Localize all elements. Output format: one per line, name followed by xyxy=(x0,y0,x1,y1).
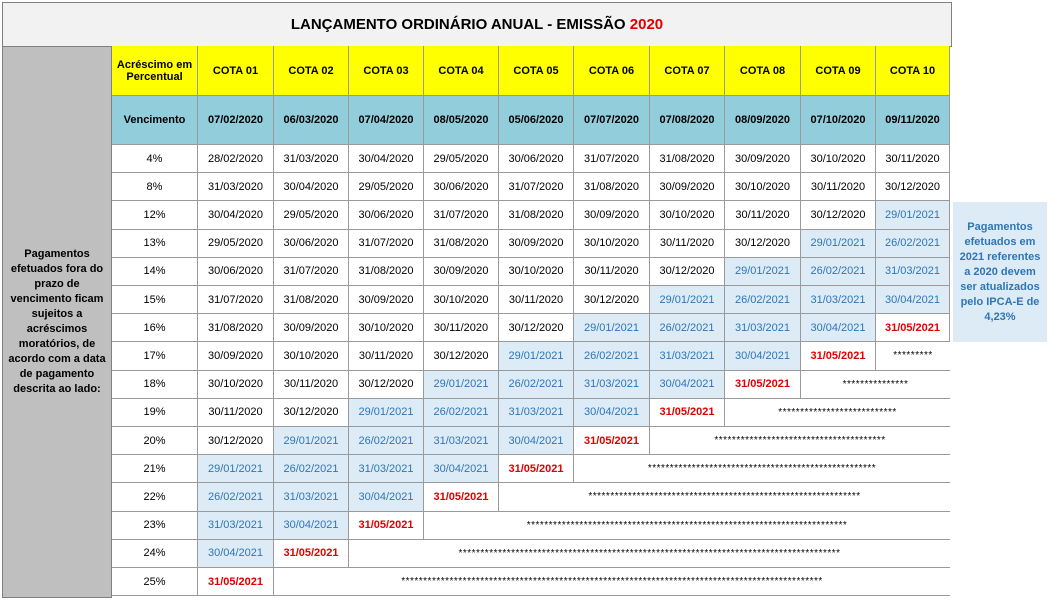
header-acrescimo: Acréscimo em Percentual xyxy=(112,46,198,96)
header-due-date: 06/03/2020 xyxy=(274,96,349,145)
date-cell: 30/04/2021 xyxy=(574,399,650,427)
date-cell: 31/08/2020 xyxy=(424,230,499,258)
date-cell: 26/02/2021 xyxy=(198,483,274,511)
filler-asterisks: *************************** xyxy=(725,399,950,427)
date-cell: 30/04/2021 xyxy=(499,427,574,455)
row-percent: 18% xyxy=(112,371,198,399)
date-cell: 30/12/2020 xyxy=(574,286,650,314)
date-cell: 30/11/2020 xyxy=(725,201,801,229)
row-percent: 19% xyxy=(112,399,198,427)
date-cell: 31/08/2020 xyxy=(274,286,349,314)
date-cell: 30/09/2020 xyxy=(725,145,801,173)
date-cell: 30/09/2020 xyxy=(424,258,499,286)
date-cell: 30/04/2021 xyxy=(725,342,801,370)
row-percent: 12% xyxy=(112,201,198,229)
date-cell: 26/02/2021 xyxy=(349,427,424,455)
date-cell: 30/04/2020 xyxy=(349,145,424,173)
date-cell: 30/04/2021 xyxy=(349,483,424,511)
date-cell: 26/02/2021 xyxy=(424,399,499,427)
date-cell: 31/03/2021 xyxy=(349,455,424,483)
date-cell: 31/05/2021 xyxy=(650,399,725,427)
date-cell: 29/01/2021 xyxy=(274,427,349,455)
row-percent: 22% xyxy=(112,483,198,511)
row-percent: 8% xyxy=(112,173,198,201)
header-cota: COTA 02 xyxy=(274,46,349,96)
header-due-date: 07/04/2020 xyxy=(349,96,424,145)
date-cell: 30/10/2020 xyxy=(198,371,274,399)
date-cell: 30/04/2020 xyxy=(274,173,349,201)
date-cell: 30/04/2021 xyxy=(876,286,950,314)
filler-asterisks: ********* xyxy=(876,342,950,370)
date-cell: 30/12/2020 xyxy=(801,201,876,229)
header-due-date: 08/05/2020 xyxy=(424,96,499,145)
date-cell: 30/12/2020 xyxy=(725,230,801,258)
date-cell: 30/04/2021 xyxy=(424,455,499,483)
date-cell: 30/04/2021 xyxy=(198,540,274,568)
date-cell: 30/11/2020 xyxy=(876,145,950,173)
date-cell: 31/08/2020 xyxy=(499,201,574,229)
date-cell: 31/05/2021 xyxy=(349,512,424,540)
date-cell: 30/09/2020 xyxy=(349,286,424,314)
date-cell: 29/05/2020 xyxy=(198,230,274,258)
header-cota: COTA 10 xyxy=(876,46,950,96)
date-cell: 30/06/2020 xyxy=(349,201,424,229)
date-cell: 26/02/2021 xyxy=(574,342,650,370)
header-due-date: 05/06/2020 xyxy=(499,96,574,145)
date-cell: 30/12/2020 xyxy=(499,314,574,342)
date-cell: 31/03/2020 xyxy=(274,145,349,173)
date-cell: 30/11/2020 xyxy=(424,314,499,342)
filler-asterisks: ************************************************************************************************ xyxy=(274,568,950,596)
header-cota: COTA 06 xyxy=(574,46,650,96)
date-cell: 31/05/2021 xyxy=(198,568,274,596)
date-cell: 30/10/2020 xyxy=(574,230,650,258)
date-cell: 29/01/2021 xyxy=(801,230,876,258)
date-cell: 30/04/2020 xyxy=(198,201,274,229)
row-percent: 17% xyxy=(112,342,198,370)
header-cota: COTA 05 xyxy=(499,46,574,96)
date-cell: 31/03/2021 xyxy=(198,512,274,540)
date-cell: 29/01/2021 xyxy=(198,455,274,483)
date-cell: 30/10/2020 xyxy=(424,286,499,314)
date-cell: 30/09/2020 xyxy=(198,342,274,370)
header-cota: COTA 03 xyxy=(349,46,424,96)
date-cell: 30/11/2020 xyxy=(574,258,650,286)
header-cota: COTA 09 xyxy=(801,46,876,96)
date-cell: 29/05/2020 xyxy=(424,145,499,173)
date-cell: 31/03/2021 xyxy=(801,286,876,314)
date-cell: 30/11/2020 xyxy=(801,173,876,201)
date-cell: 30/12/2020 xyxy=(876,173,950,201)
date-cell: 31/07/2020 xyxy=(574,145,650,173)
date-cell: 30/09/2020 xyxy=(650,173,725,201)
header-due-date: 07/02/2020 xyxy=(198,96,274,145)
date-cell: 26/02/2021 xyxy=(499,371,574,399)
date-cell: 30/11/2020 xyxy=(274,371,349,399)
date-cell: 31/03/2021 xyxy=(424,427,499,455)
date-cell: 29/01/2021 xyxy=(574,314,650,342)
header-cota: COTA 04 xyxy=(424,46,499,96)
date-cell: 31/03/2020 xyxy=(198,173,274,201)
date-cell: 30/11/2020 xyxy=(499,286,574,314)
filler-asterisks: **************************************************** xyxy=(574,455,950,483)
date-cell: 31/08/2020 xyxy=(349,258,424,286)
date-cell: 30/10/2020 xyxy=(650,201,725,229)
date-cell: 30/09/2020 xyxy=(499,230,574,258)
date-cell: 31/03/2021 xyxy=(274,483,349,511)
row-percent: 23% xyxy=(112,512,198,540)
date-cell: 31/07/2020 xyxy=(499,173,574,201)
date-cell: 26/02/2021 xyxy=(876,230,950,258)
date-cell: 31/03/2021 xyxy=(725,314,801,342)
date-cell: 30/06/2020 xyxy=(499,145,574,173)
header-due-date: 07/08/2020 xyxy=(650,96,725,145)
date-cell: 30/12/2020 xyxy=(424,342,499,370)
row-percent: 25% xyxy=(112,568,198,596)
row-percent: 13% xyxy=(112,230,198,258)
date-cell: 30/12/2020 xyxy=(274,399,349,427)
date-cell: 30/10/2020 xyxy=(725,173,801,201)
date-cell: 30/10/2020 xyxy=(801,145,876,173)
header-due-date: 07/07/2020 xyxy=(574,96,650,145)
date-cell: 31/05/2021 xyxy=(876,314,950,342)
date-cell: 31/08/2020 xyxy=(574,173,650,201)
date-cell: 31/07/2020 xyxy=(349,230,424,258)
date-cell: 26/02/2021 xyxy=(650,314,725,342)
date-cell: 31/07/2020 xyxy=(424,201,499,229)
date-cell: 30/10/2020 xyxy=(274,342,349,370)
date-cell: 30/12/2020 xyxy=(650,258,725,286)
row-percent: 21% xyxy=(112,455,198,483)
filler-asterisks: ************************************************************************* xyxy=(424,512,950,540)
filler-asterisks: *************************************************************************************** xyxy=(349,540,950,568)
ipca-note: Pagamentos efetuados em 2021 referentes a 2020 devem ser atualizados pelo IPCA-E de 4,23% xyxy=(953,202,1047,342)
header-due-date: 08/09/2020 xyxy=(725,96,801,145)
date-cell: 30/04/2021 xyxy=(650,371,725,399)
date-cell: 29/01/2021 xyxy=(725,258,801,286)
header-due-date: 09/11/2020 xyxy=(876,96,950,145)
date-cell: 31/05/2021 xyxy=(801,342,876,370)
date-cell: 26/02/2021 xyxy=(725,286,801,314)
date-cell: 31/07/2020 xyxy=(198,286,274,314)
date-cell: 31/03/2021 xyxy=(650,342,725,370)
date-cell: 29/01/2021 xyxy=(424,371,499,399)
title-year: 2020 xyxy=(629,16,664,33)
filler-asterisks: *************************************** xyxy=(650,427,950,455)
date-cell: 30/12/2020 xyxy=(198,427,274,455)
date-cell: 31/05/2021 xyxy=(274,540,349,568)
date-cell: 31/08/2020 xyxy=(198,314,274,342)
row-percent: 20% xyxy=(112,427,198,455)
header-cota: COTA 01 xyxy=(198,46,274,96)
date-cell: 30/10/2020 xyxy=(349,314,424,342)
date-cell: 30/11/2020 xyxy=(349,342,424,370)
filler-asterisks: *************** xyxy=(801,371,950,399)
filler-asterisks: ************************************************************** xyxy=(499,483,950,511)
date-cell: 31/08/2020 xyxy=(650,145,725,173)
row-percent: 16% xyxy=(112,314,198,342)
date-cell: 31/07/2020 xyxy=(274,258,349,286)
date-cell: 30/04/2021 xyxy=(801,314,876,342)
date-cell: 30/06/2020 xyxy=(198,258,274,286)
header-vencimento: Vencimento xyxy=(112,96,198,145)
sheet-title xyxy=(2,2,952,47)
header-cota: COTA 08 xyxy=(725,46,801,96)
date-cell: 31/05/2021 xyxy=(424,483,499,511)
date-cell: 31/03/2021 xyxy=(876,258,950,286)
left-description: Pagamentos efetuados fora do prazo de vencimento ficam sujeitos a acréscimos moratórios, de acordo com a data de pagamento descrita ao lado: xyxy=(2,46,112,598)
date-cell: 28/02/2020 xyxy=(198,145,274,173)
date-cell: 30/04/2021 xyxy=(274,512,349,540)
date-cell: 30/06/2020 xyxy=(274,230,349,258)
date-cell: 29/05/2020 xyxy=(274,201,349,229)
date-cell: 30/11/2020 xyxy=(198,399,274,427)
title-text: LANÇAMENTO ORDINÁRIO ANUAL - EMISSÃO xyxy=(290,16,630,33)
date-cell: 30/09/2020 xyxy=(274,314,349,342)
date-cell: 30/06/2020 xyxy=(424,173,499,201)
date-cell: 30/09/2020 xyxy=(574,201,650,229)
date-cell: 29/01/2021 xyxy=(499,342,574,370)
row-percent: 4% xyxy=(112,145,198,173)
date-cell: 29/01/2021 xyxy=(876,201,950,229)
date-cell: 31/05/2021 xyxy=(499,455,574,483)
header-cota: COTA 07 xyxy=(650,46,725,96)
date-cell: 29/01/2021 xyxy=(349,399,424,427)
header-due-date: 07/10/2020 xyxy=(801,96,876,145)
row-percent: 24% xyxy=(112,540,198,568)
row-percent: 14% xyxy=(112,258,198,286)
date-cell: 31/05/2021 xyxy=(574,427,650,455)
date-cell: 31/03/2021 xyxy=(574,371,650,399)
date-cell: 29/05/2020 xyxy=(349,173,424,201)
date-cell: 30/12/2020 xyxy=(349,371,424,399)
date-cell: 31/03/2021 xyxy=(499,399,574,427)
date-cell: 30/11/2020 xyxy=(650,230,725,258)
date-cell: 31/05/2021 xyxy=(725,371,801,399)
date-cell: 30/10/2020 xyxy=(499,258,574,286)
row-percent: 15% xyxy=(112,286,198,314)
date-cell: 26/02/2021 xyxy=(801,258,876,286)
date-cell: 26/02/2021 xyxy=(274,455,349,483)
date-cell: 29/01/2021 xyxy=(650,286,725,314)
